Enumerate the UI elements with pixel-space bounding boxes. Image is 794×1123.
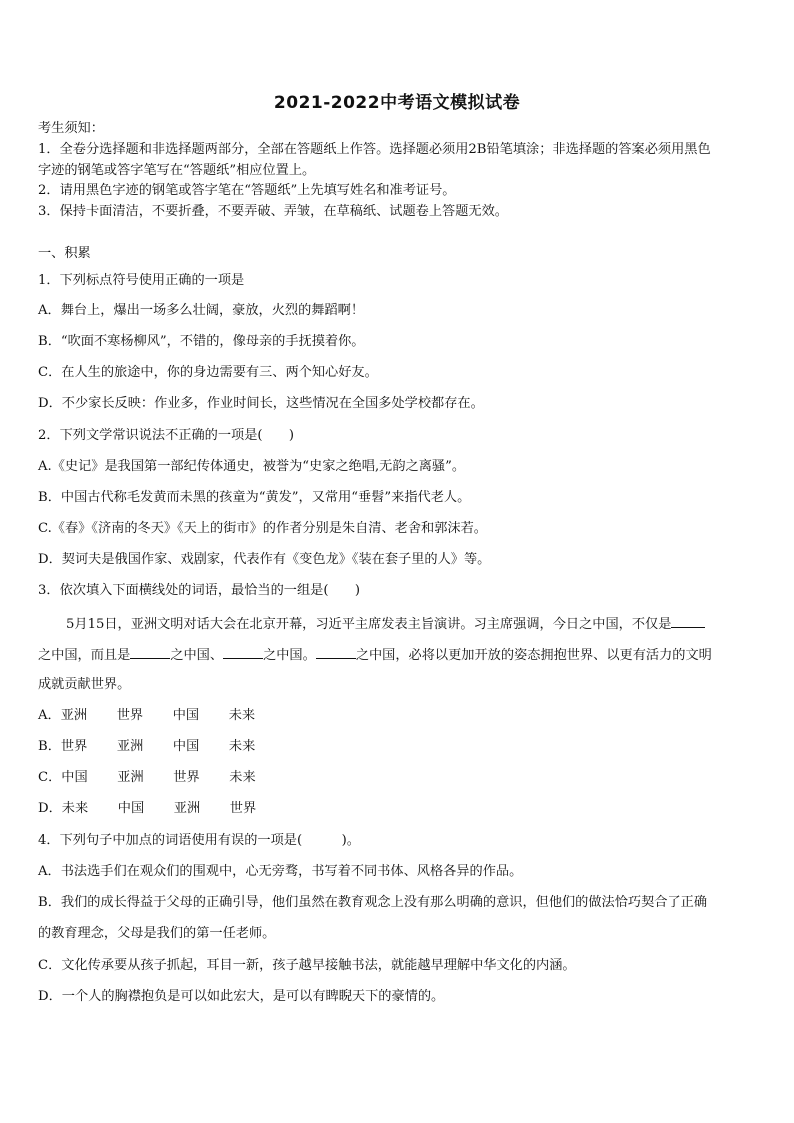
- question-4-option-b-continued: 的教育理念，父母是我们的第一任老师。: [38, 926, 276, 941]
- question-1-option-d: D．不少家长反映：作业多，作业时间长，这些情况在全国多处学校都存在。: [38, 396, 484, 411]
- question-1-option-a: A．舞台上，爆出一场多么壮阔，豪放，火烈的舞蹈啊！: [38, 303, 365, 318]
- question-3-passage-line-3: 成就贡献世界。: [38, 677, 131, 692]
- passage-text: 5月15日，亚洲文明对话大会在北京开幕，习近平主席发表主旨演讲。习主席强调，今日之中国，不仅是: [66, 617, 672, 632]
- passage-text: 之中国、: [170, 648, 224, 663]
- option-word: 未来: [229, 770, 256, 785]
- question-3-option-d: [38, 801, 286, 817]
- option-word: 世界: [116, 708, 144, 723]
- option-word: 中国: [61, 770, 88, 785]
- page-title: 2021-2022中考语文模拟试卷: [273, 93, 521, 113]
- question-4-option-a: A．书法选手们在观众们的围观中，心无旁骛，书写着不同书体、风格各异的作品。: [38, 864, 523, 879]
- question-2-stem: 2．下列文学常识说法不正确的一项是( ): [38, 428, 295, 443]
- option-word: 未来: [228, 739, 256, 754]
- question-3-stem: 3．依次填入下面横线处的词语，最恰当的一组是( ): [38, 583, 360, 598]
- option-word: 未来: [61, 801, 89, 816]
- option-word: 亚洲: [116, 739, 144, 754]
- question-4-stem: 4．下列句子中加点的词语使用有误的一项是( )。: [38, 833, 360, 848]
- option-word: 亚洲: [60, 708, 88, 723]
- notice-item: 2．请用黑色字迹的钢笔或答字笔在“答题纸”上先填写姓名和准考证号。: [38, 183, 456, 198]
- option-label: A．: [38, 708, 61, 723]
- fill-blank: [223, 646, 263, 659]
- question-4-option-c: C．文化传承要从孩子抓起，耳目一新，孩子越早接触书法，就能越早理解中华文化的内涵。: [38, 958, 576, 973]
- question-3-option-b: [38, 739, 285, 755]
- question-2-option-a: A.《史记》是我国第一部纪传体通史，被誉为“史家之绝唱,无韵之离骚”。: [38, 459, 466, 474]
- fill-blank: [130, 646, 170, 659]
- fill-blank: [316, 646, 356, 659]
- question-1-option-c: C．在人生的旅途中，你的身边需要有三、两个知心好友。: [38, 365, 378, 380]
- question-1-stem: 1．下列标点符号使用正确的一项是: [38, 273, 245, 288]
- option-word: 中国: [117, 801, 145, 816]
- passage-text: 之中国，必将以更加开放的姿态拥抱世界、以更有活力的文明: [355, 648, 712, 663]
- notice-item: 1．全卷分选择题和非选择题两部分，全部在答题纸上作答。选择题必须用2B铅笔填涂；非选择题的答案必须用黑色: [38, 142, 711, 157]
- question-3-option-c: [38, 770, 285, 786]
- option-word: 中国: [172, 708, 200, 723]
- option-word: 亚洲: [173, 801, 201, 816]
- question-2-option-b: B．中国古代称毛发黄而未黑的孩童为“黄发”，又常用“垂髫”来指代老人。: [38, 490, 471, 505]
- fill-blank: [671, 615, 705, 628]
- option-label: C．: [38, 770, 62, 785]
- question-3-passage-line-1: [66, 615, 705, 633]
- option-word: 未来: [228, 708, 256, 723]
- question-2-option-d: D．契诃夫是俄国作家、戏剧家，代表作有《变色龙》《装在套子里的人》等。: [38, 552, 491, 567]
- notice-item: 字迹的钢笔或答字笔写在“答题纸”相应位置上。: [38, 163, 316, 178]
- option-label: B．: [38, 739, 61, 754]
- question-4-option-b: B．我们的成长得益于父母的正确引导，他们虽然在教育观念上没有那么明确的意识，但他们的做法恰巧契合了正确: [38, 895, 708, 910]
- question-2-option-c: C.《春》《济南的冬天》《天上的街市》的作者分别是朱自清、老舍和郭沫若。: [38, 521, 487, 536]
- option-word: 世界: [229, 801, 257, 816]
- question-3-passage-line-2: [38, 646, 712, 664]
- question-4-option-d: D．一个人的胸襟抱负是可以如此宏大，是可以有睥睨天下的豪情的。: [38, 989, 445, 1004]
- passage-text: 之中国，而且是: [38, 648, 131, 663]
- section-heading: 一、积累: [38, 246, 91, 261]
- passage-text: 之中国。: [263, 648, 316, 663]
- option-word: 亚洲: [117, 770, 144, 785]
- notice-heading: 考生须知：: [38, 121, 104, 136]
- question-1-option-b: B．“吹面不寒杨柳风”，不错的，像母亲的手抚摸着你。: [38, 334, 365, 349]
- notice-item: 3．保持卡面清洁，不要折叠，不要弄破、弄皱，在草稿纸、试题卷上答题无效。: [38, 204, 508, 219]
- option-word: 中国: [172, 739, 200, 754]
- question-3-option-a: [38, 708, 285, 724]
- option-word: 世界: [173, 770, 200, 785]
- option-word: 世界: [60, 739, 88, 754]
- option-label: D．: [38, 801, 62, 816]
